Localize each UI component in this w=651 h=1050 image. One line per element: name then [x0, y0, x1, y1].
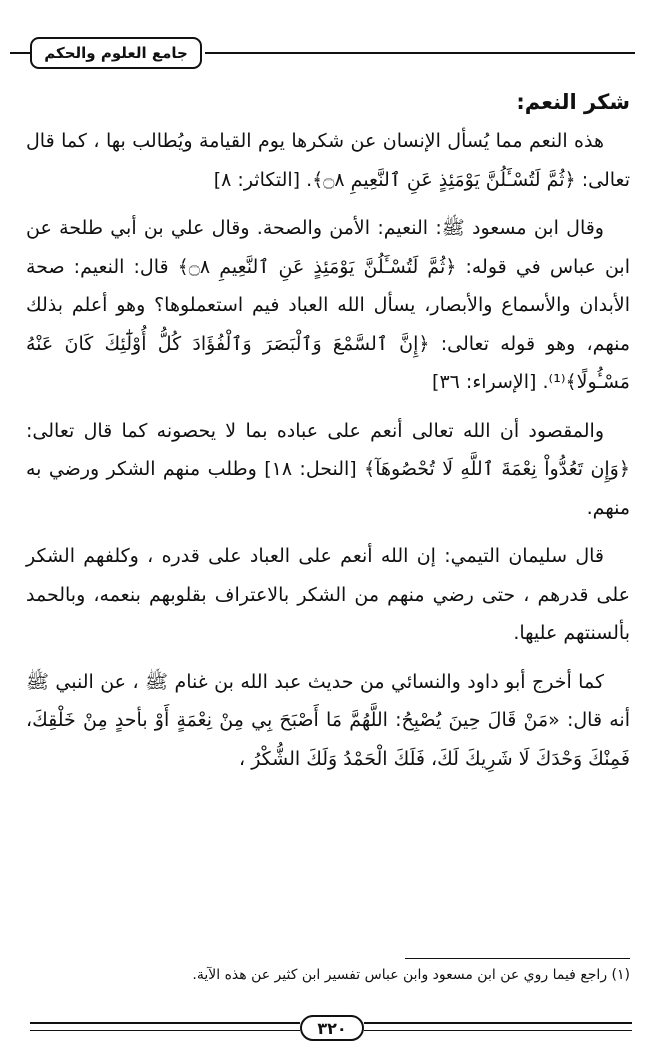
bottom-rule-left-bottom: [30, 1030, 300, 1031]
page-number-badge: [300, 1015, 364, 1041]
footnote: (١) راجع فيما روي عن ابن مسعود وابن عباس تفسير ابن كثير عن هذه الآية.: [192, 967, 630, 983]
page-body: [26, 82, 630, 788]
paragraph-1: هذه النعم مما يُسأل الإنسان عن شكرها يوم القيامة ويُطالب بها ، كما قال تعالى: ﴿ثُمَّ لَتُسْـَٔلُنَّ يَوْمَئِذٍ عَنِ ٱلنَّعِيمِ ۝٨﴾. [التكاثر: ٨]: [26, 130, 630, 191]
paragraph-2: وقال ابن مسعود ﷺ: النعيم: الأمن والصحة. وقال علي بن أبي طلحة عن ابن عباس في قوله: ﴿ثُمَّ لَتُسْـَٔلُنَّ يَوْمَئِذٍ عَنِ ٱلنَّعِيمِ ۝٨﴾ قال: النعيم: صحة الأبدان والأسماع والأبصار، يسأل الله العباد فيم استعملوها؟ وهو أعلم بذلك منهم، وهو قوله تعالى: ﴿إِنَّ ٱلسَّمْعَ وَٱلْبَصَرَ وَٱلْفُؤَادَ كُلُّ أُوْلَٰٓئِكَ كَانَ عَنْهُ مَسْـُٔولًا﴾⁽¹⁾. [الإسراء: ٣٦]: [26, 217, 630, 393]
bottom-rule-right-bottom: [364, 1030, 632, 1031]
paragraph-3: والمقصود أن الله تعالى أنعم على عباده بما لا يحصونه كما قال تعالى: ﴿وَإِن تَعُدُّواْ نِعْمَةَ ٱللَّهِ لَا تُحْصُوهَآ﴾ [النحل: ١٨] وطلب منهم الشكر ورضي به منهم.: [26, 419, 630, 519]
page-number: ٣٢٠: [317, 1018, 347, 1038]
bottom-rule-right-top: [364, 1022, 632, 1024]
section-title: شكر النعم:: [516, 90, 630, 114]
book-title: جامع العلوم والحكم: [44, 44, 188, 62]
paragraph-5: كما أخرج أبو داود والنسائي من حديث عبد الله بن غنام ﷺ ، عن النبي ﷺ أنه قال: «مَنْ قَالَ حِينَ يُصْبِحُ: اللَّهُمَّ مَا أَصْبَحَ بِي مِنْ نِعْمَةٍ أَوْ بأحدٍ مِنْ خَلْقِكَ، فَمِنْكَ وَحْدَكَ لَا شَرِيكَ لَكَ، فَلَكَ الْحَمْدُ وَلَكَ الشُّكْرُ ،: [26, 670, 630, 770]
header-rule-right: [205, 52, 635, 54]
header-rule-left: [10, 52, 32, 54]
running-header: [30, 37, 202, 69]
paragraph-4: قال سليمان التيمي: إن الله أنعم على العباد على قدره ، وكلفهم الشكر على قدرهم ، حتى رضي منهم من الشكر بالاعتراف بقلوبهم بنعمه، وبالحمد بألسنتهم عليها.: [26, 545, 630, 644]
footnote-separator: [405, 958, 630, 959]
bottom-rule-left-top: [30, 1022, 300, 1024]
